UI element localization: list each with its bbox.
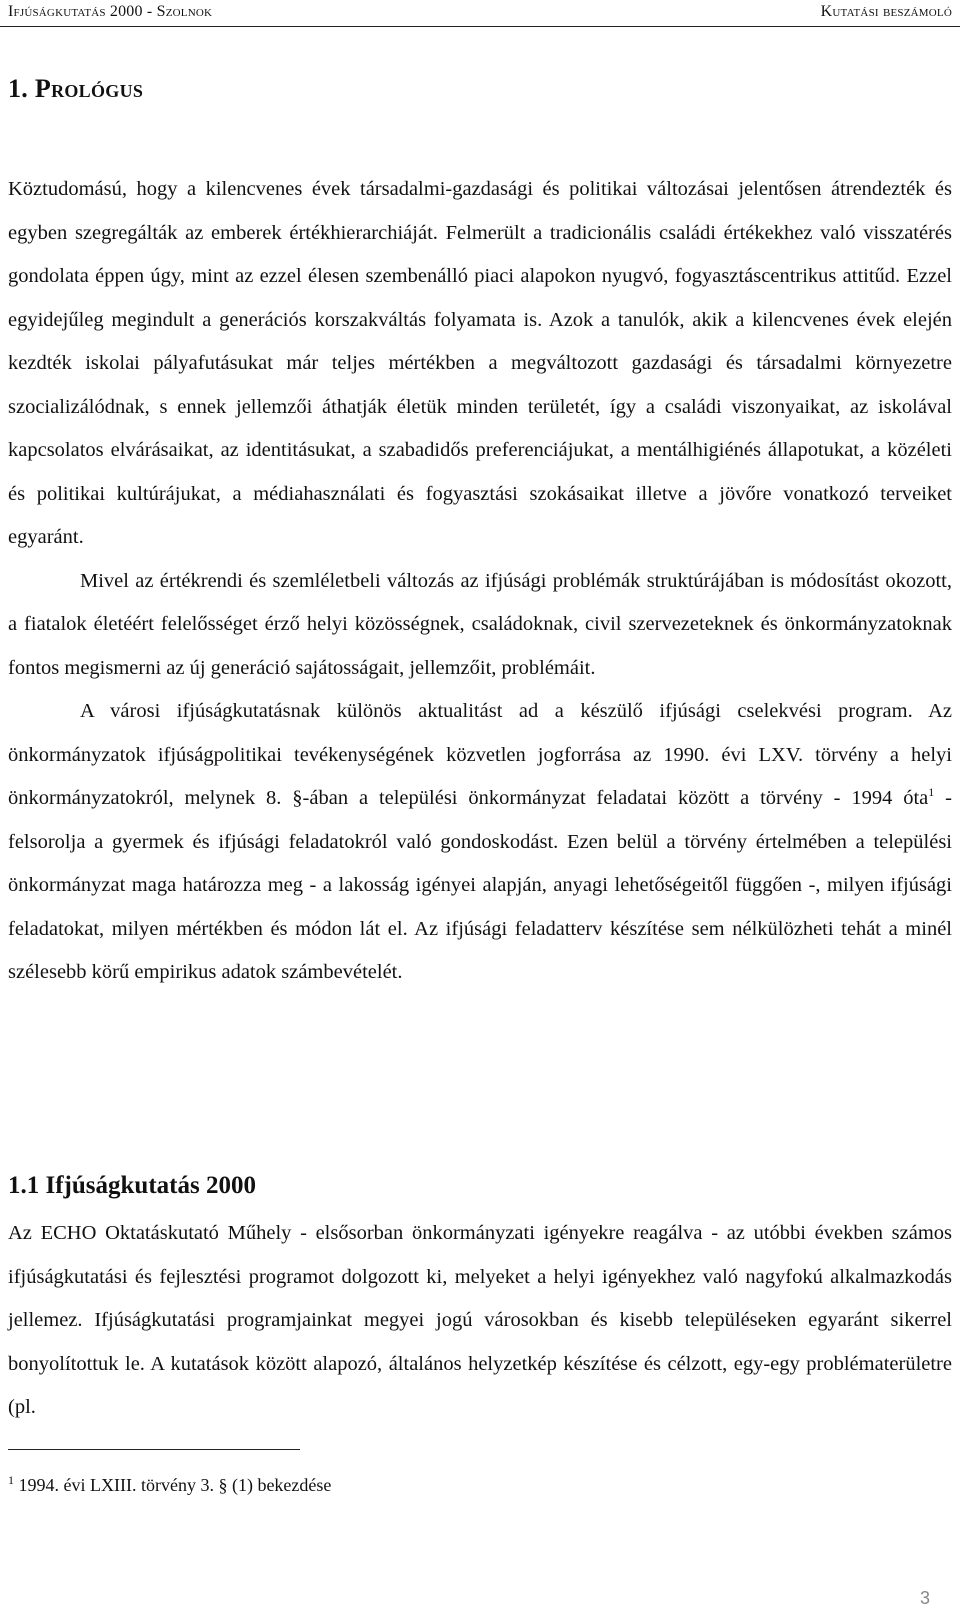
chapter-body (8, 168, 952, 995)
footnote-text: 1994. évi LXIII. törvény 3. § (1) bekezdése (14, 1475, 332, 1495)
running-header-left: Ifjúságkutatás 2000 - Szolnok (8, 3, 213, 20)
header-rule (0, 26, 960, 27)
footnote-reference[interactable]: 1 (928, 785, 935, 800)
paragraph-1: Köztudomású, hogy a kilencvenes évek társadalmi-gazdasági és politikai változásai jelentősen átrendezték és egyben szegregálták az emberek értékhierarchiáját. Felmerült a tradicionális családi értékekhez való visszatérés gondolata éppen úgy, mint az ezzel élesen szembenálló piaci alapokon nyugvó, fogyasztáscentrikus attitűd. Ezzel egyidejűleg megindult a generációs korszakváltás folyamata is. Azok a tanulók, akik a kilencvenes évek elején kezdték iskolai pályafutásukat már teljes mértékben a megváltozott gazdasági és társadalmi környezetre szocializálódnak, s ennek jellemzői áthatják életük minden területét, így a családi viszonyaikat, az iskolával kapcsolatos elvárásaikat, az identitásukat, a szabadidős preferenciájukat, a mentálhigiénés állapotukat, a közéleti és politikai kultúrájukat, a médiahasználati és fogyasztási szokásaikat illetve a jövőre vonatkozó terveiket egyaránt. (8, 178, 952, 548)
paragraph-3-part-1: A városi ifjúságkutatásnak különös aktualitást ad a készülő ifjúsági cselekvési program. Az önkormányzatok ifjúságpolitikai tevékenységének közvetlen jogforrása az 1990. évi LXV. törvény a helyi önkormányzatokról, melynek 8. §-ában a települési önkormányzat feladatai között a törvény - 1994 óta (8, 700, 952, 809)
footnote-separator (8, 1449, 300, 1450)
running-header-right: Kutatási beszámoló (820, 3, 952, 20)
paragraph-3 (8, 690, 952, 995)
footnote-number: 1 (8, 1473, 14, 1487)
section-paragraph: Az ECHO Oktatáskutató Műhely - elsősorban önkormányzati igényekre reagálva - az utóbbi években számos ifjúságkutatási és fejlesztési programot dolgozott ki, melyeket a helyi igényekhez való nagyfokú alkalmazkodás jellemez. Ifjúságkutatási programjainkat megyei jogú városokban és kisebb településeken egyaránt sikerrel bonyolítottuk le. A kutatások között alapozó, általános helyzetkép készítése és célzott, egy-egy problématerületre (pl. (8, 1222, 952, 1418)
footnote (8, 1475, 331, 1496)
paragraph-2: Mivel az értékrendi és szemléletbeli változás az ifjúsági problémák struktúrájában is módosítást okozott, a fiatalok életéért felelősséget érző helyi közösségnek, családoknak, civil szervezeteknek és önkormányzatoknak fontos megismerni az új generáció sajátosságait, jellemzőit, problémáit. (8, 569, 952, 679)
paragraph-3-part-2: - felsorolja a gyermek és ifjúsági feladatokról való gondoskodást. Ezen belül a törvény értelmében a települési önkormányzat maga határozza meg - a lakosság igényei alapján, anyagi lehetőségeitől függően -, milyen ifjúsági feladatokat, milyen mértékben és módon lát el. Az ifjúsági feladatterv készítése sem nélkülözheti tehát a minél szélesebb körű empirikus adatok számbevételét. (8, 787, 952, 983)
section-body (8, 1212, 952, 1430)
page-number: 3 (919, 1588, 930, 1608)
section-title: 1.1 Ifjúságkutatás 2000 (8, 1172, 256, 1199)
chapter-title: 1. Prológus (8, 74, 144, 103)
